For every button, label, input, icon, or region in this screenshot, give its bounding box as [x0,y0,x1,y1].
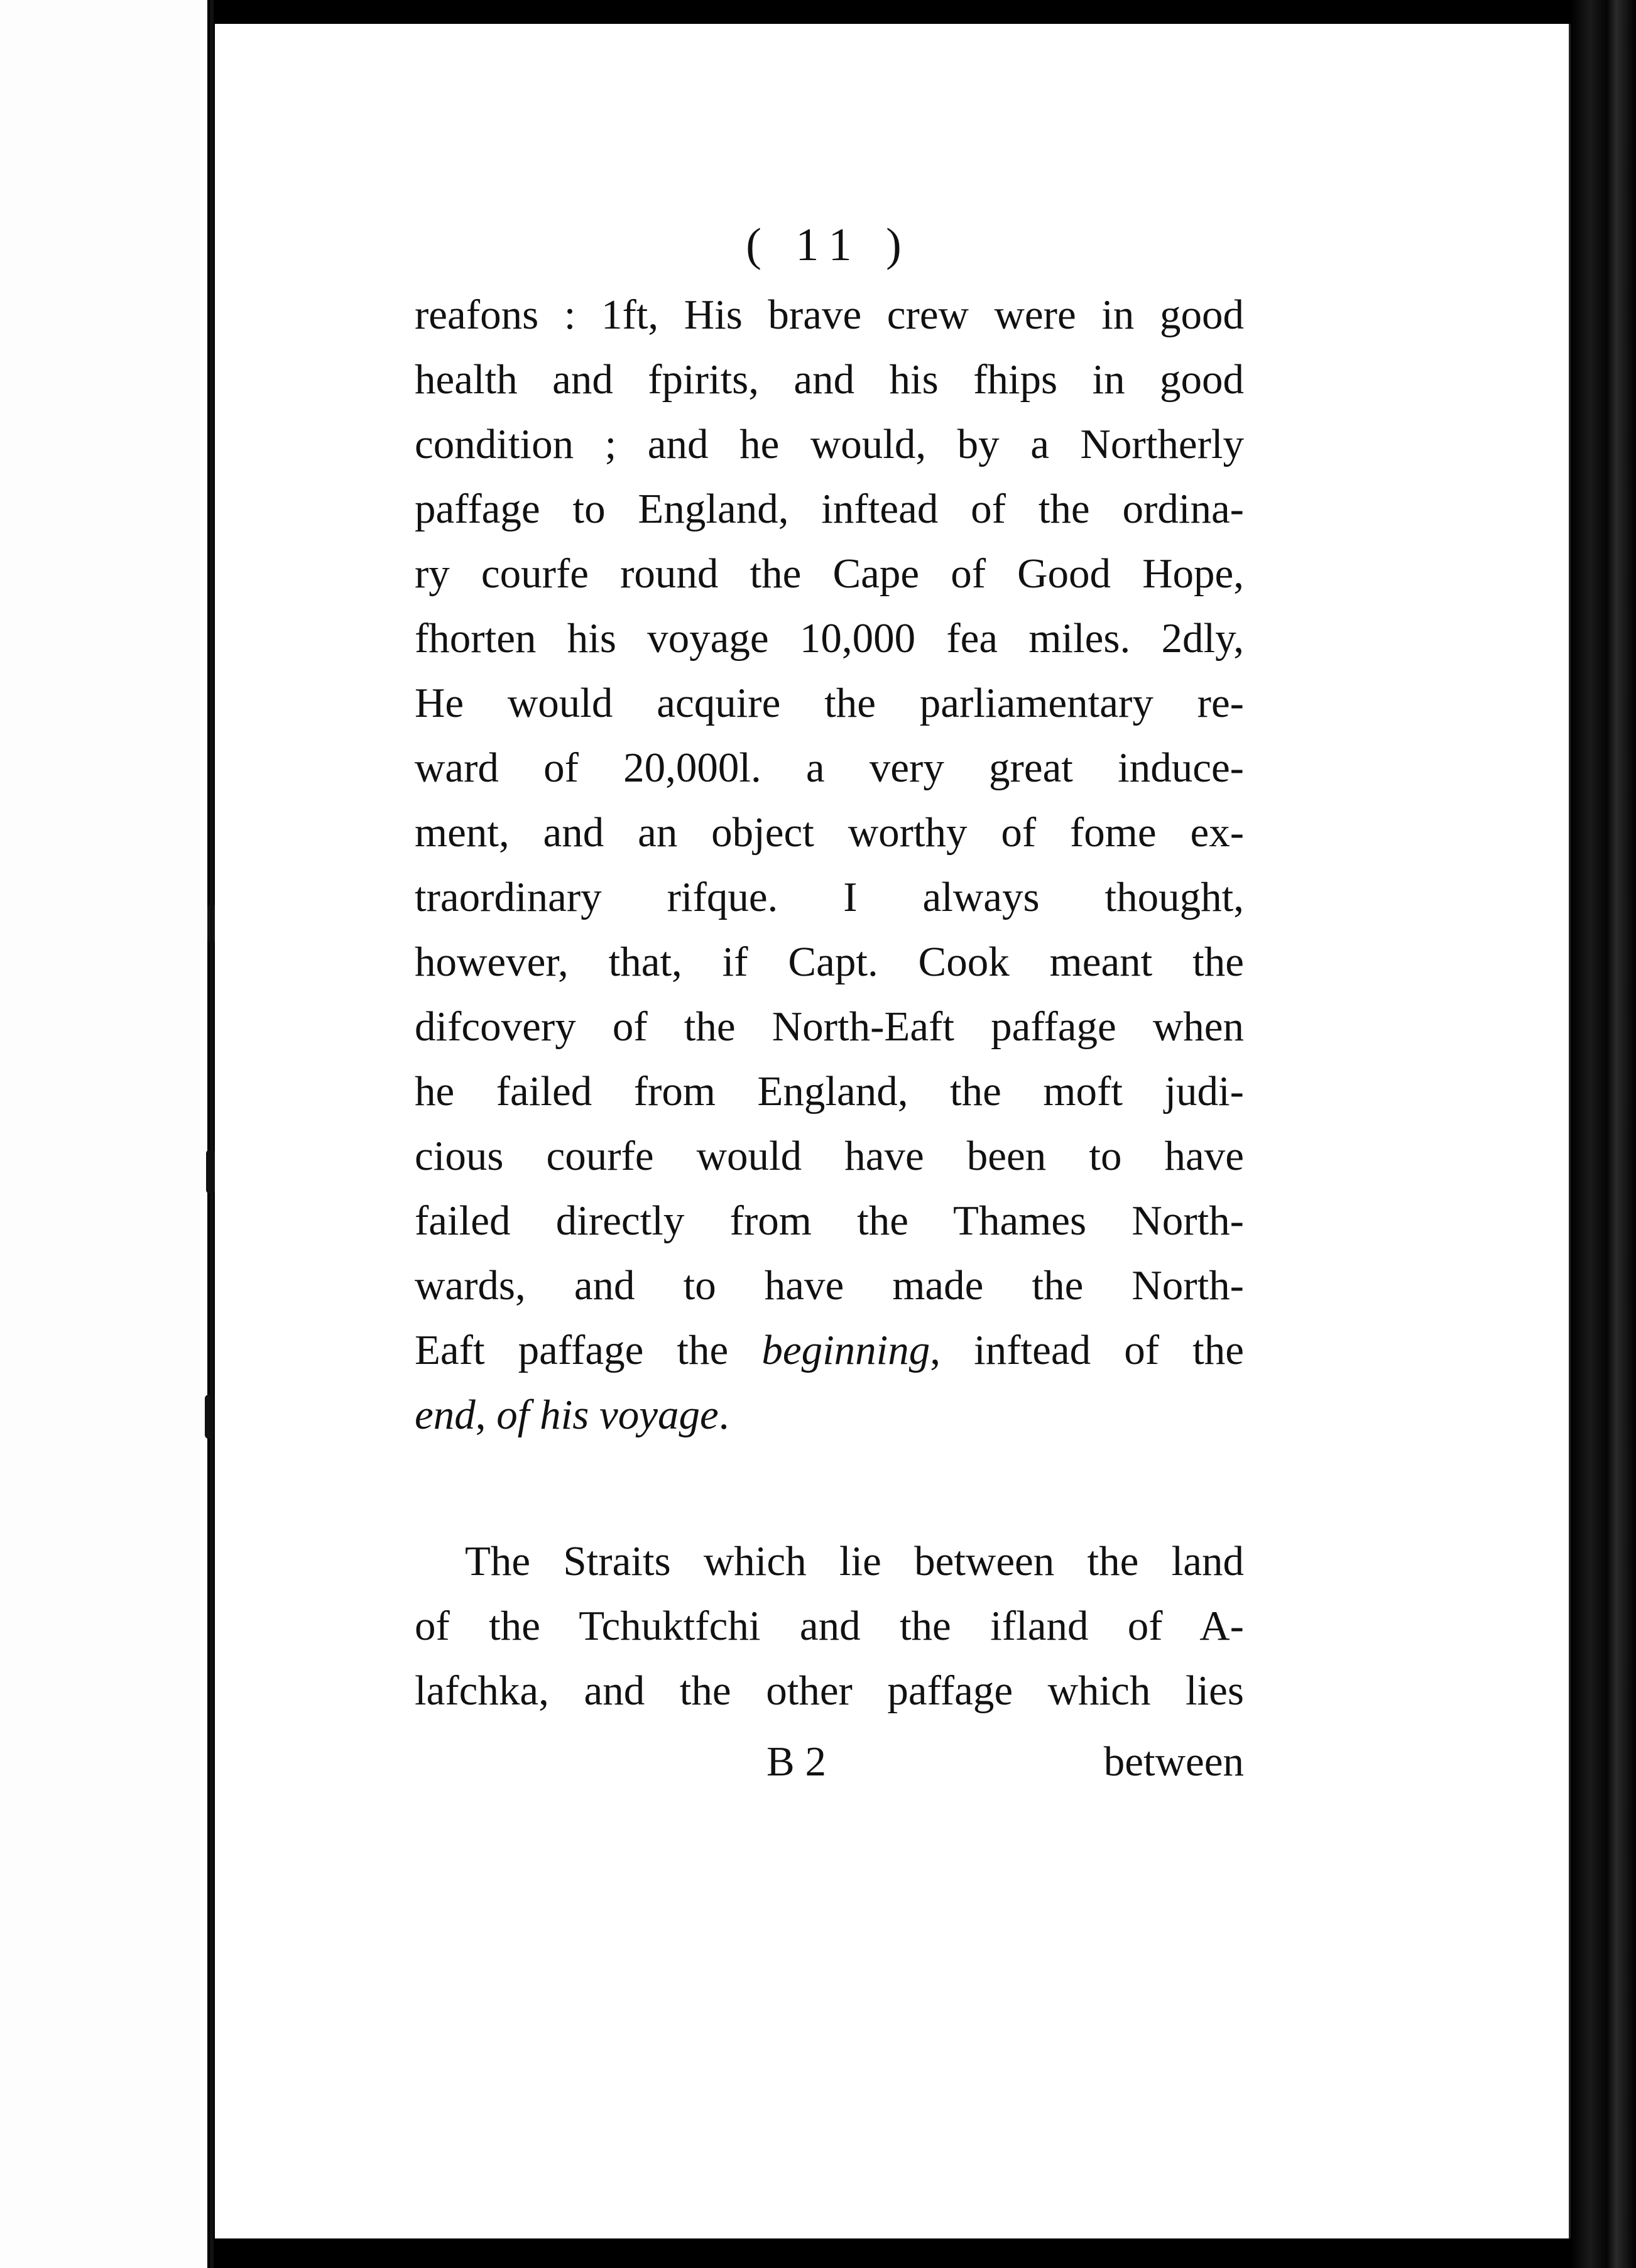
text-line: reafons : 1ft, His brave crew were in good [415,292,1244,338]
page-footer [415,1730,1244,1794]
paragraph-2 [415,1529,1244,1723]
text-fragment: , [475,1392,497,1438]
signature-mark: B 2 [766,1738,826,1785]
text-line: ry courfe round the Cape of Good Hope, [415,550,1244,597]
text-line: difcovery of the North-Eaft paffage when [415,1003,1244,1050]
italic-text: beginning [761,1327,930,1373]
paragraph-1 [415,283,1244,1447]
text-fragment: , inftead of the [930,1327,1244,1373]
italic-text: of his voyage [496,1392,719,1438]
text-line: wards, and to have made the North- [415,1262,1244,1309]
facing-page-edge [0,0,207,2268]
text-line: condition ; and he would, by a Northerly [415,421,1244,467]
paragraph-gap [415,1447,1244,1529]
text-line: paffage to England, inftead of the ordina- [415,486,1244,532]
text-line: The Straits which lie between the land [465,1538,1244,1584]
text-line: lafchka, and the other paffage which lies [415,1667,1244,1714]
binding-gutter [210,0,214,2268]
binding-thread-mark [205,1395,214,1439]
text-line: of the Tchuktfchi and the ifland of A- [415,1603,1244,1649]
text-line: health and fpirits, and his fhips in good [415,356,1244,403]
text-line: however, that, if Capt. Cook meant the [415,939,1244,985]
text-fragment: . [718,1392,729,1438]
text-line [415,1383,1244,1447]
text-line: He would acquire the parliamentary re- [415,680,1244,726]
text-line: fhorten his voyage 10,000 fea miles. 2dly, [415,615,1244,662]
text-line: ment, and an object worthy of fome ex- [415,809,1244,856]
page-text [415,207,1244,1794]
italic-text: end [415,1392,476,1438]
text-line: traordinary rifque. I always thought, [415,874,1244,920]
page-number-header: ( 11 ) [746,219,913,271]
page-stack-edge [1571,0,1636,2268]
text-line: failed directly from the Thames North- [415,1197,1244,1244]
text-line: ward of 20,000l. a very great induce- [415,744,1244,791]
catchword: between [1103,1738,1244,1785]
binding-thread-mark [206,1150,215,1194]
text-line: he failed from England, the moft judi- [415,1068,1244,1115]
text-fragment: Eaft paffage the [415,1327,762,1373]
text-line: cious courfe would have been to have [415,1133,1244,1179]
text-line [415,1318,1244,1383]
